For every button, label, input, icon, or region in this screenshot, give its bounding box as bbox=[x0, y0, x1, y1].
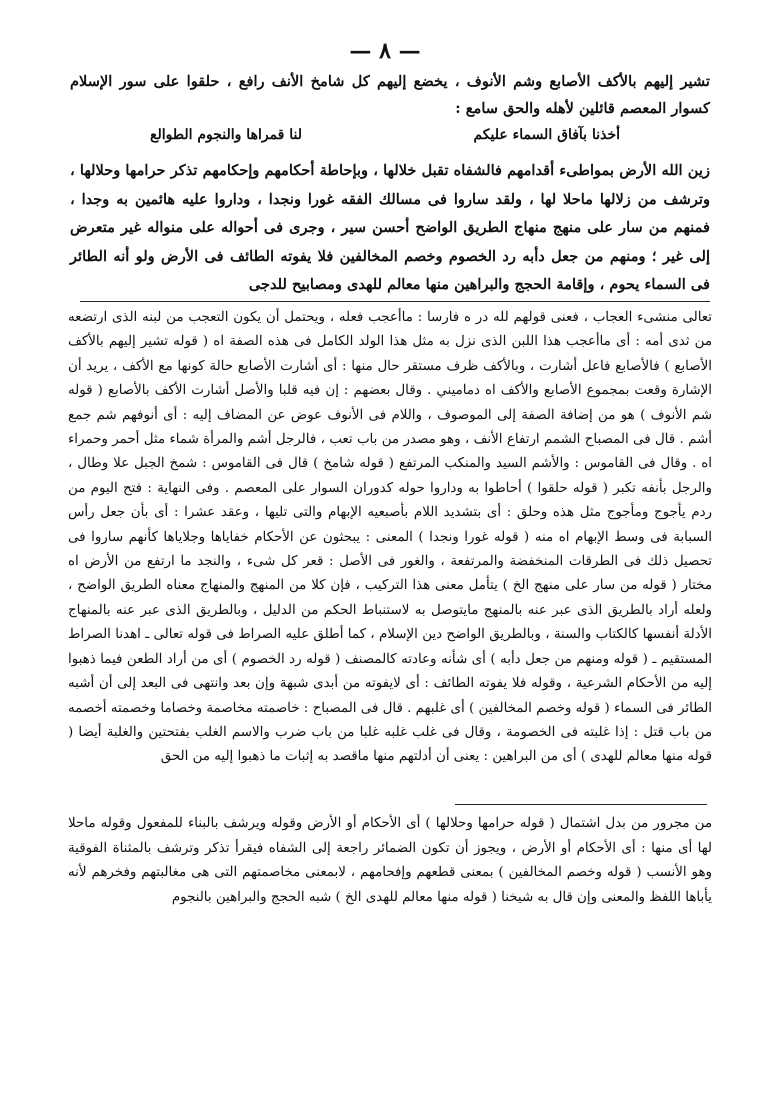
poetry-verse bbox=[150, 124, 620, 146]
main-text-top bbox=[70, 68, 710, 123]
separator-rule bbox=[80, 301, 710, 302]
footnote-text: من مجرور من بدل اشتمال ( قوله حرامها وحلالها ) أى الأحكام أو الأرض وقوله ويرشف بالبناء للمفعول وقوله ماحلا لها أى منها : أى الأحكام أو الأرض ، ويجوز أن تكون الضمائر راجعة إلى الشفاه فيقرأ تذكر وترشف بالمثناة الفوقية وهو الأنسب ( قوله وخصم المخالفين ) بمعنى قطعهم وإفحامهم ، لابمعنى مخاصمتهم التى هى مغالبتهم وفخرهم لأنه يأباها اللفظ والمعنى وإن قال به شيخنا ( قوله منها معالم للهدى الخ ) شبه الحجج والبراهين بالنجوم bbox=[68, 816, 712, 905]
commentary-section bbox=[68, 306, 712, 770]
verse-hemistich-left: لنا قمراها والنجوم الطوالع bbox=[150, 127, 302, 143]
main-text-body bbox=[70, 157, 710, 300]
verse-hemistich-right: أخذنا بآفاق السماء عليكم bbox=[473, 127, 620, 143]
page-number: — ٨ — bbox=[349, 38, 421, 64]
main-paragraph-2: زين الله الأرض بمواطىء أقدامهم فالشفاه تقبل خلالها ، وبإحاطة أحكامهم وإحكامهم تذكر حرامها وحلالها ، وترشف من زلالها ماحلا لها ، ولقد ساروا فى مسالك الفقه غورا ونجدا ، وداروا عليه هائمين به وجدا ، فمنهم من سار على منهج منهاج الطريق الواضح أحسن سير ، وجرى فى أحواله على منواله غير متعرض إلى غير ؛ ومنهم من جعل دأبه رد الخصوم وخصم المخالفين فلا يفوته الطائف فى الأرض ولو أنه الطائر فى السماء يحوم ، وإقامة الحجج والبراهين منها معالم للهدى ومصابيح للدجى bbox=[70, 162, 710, 294]
commentary-text: تعالى منشىء العجاب ، فعنى قولهم لله در ه فارسا : ماأعجب فعله ، ويحتمل أن يكون التعجب من لبنه الذى ارتضعه من ثدى أمه : أى ماأعجب هذا اللبن الذى نزل به مثل هذا الولد الكامل فى هذه الصفة اه ( قوله تشير إليهم بالأكف الأصابع ) فالأصابع فاعل أشارت ، وبالأكف ظرف مستقر حال منها : أى أشارت الأصابع حالة كونها مع الأكف ، يريد أن الإشارة وقعت بمجموع الأصابع والأكف اه دماميني . وقال بعضهم : إن فيه قلبا والأصل أشارت الأكف بالأصابع ( قوله شم الأنوف ) هو من إضافة الصفة إلى الموصوف ، واللام فى الأنوف عوض عن المضاف إليه : أى أنوفهم شم جمع أشم . قال فى المصباح الشمم ارتفاع الأنف ، وهو مصدر من باب تعب ، فالرجل أشم والمرأة شماء مثل أحمر وحمراء اه . وقال فى القاموس : والأشم السيد والمنكب المرتفع ( قوله شامخ ) قال فى القاموس : شمخ الجبل علا وطال ، والرجل بأنفه تكبر ( قوله حلقوا ) أحاطوا به وداروا حوله كدوران السوار على المعصم . وفى النهاية : فتح اليوم من ردم يأجوج ومأجوج مثل هذه وحلق : أى بتشديد اللام بأصبعيه الإبهام والتى تليها ، وعقد عشرا : أى بأن جعل رأس السبابة فى وسط الإبهام اه منه ( قوله غورا ونجدا ) المعنى : يبحثون عن الأحكام خفاياها وجلاياها كأنهم ساروا فى تحصيل ذلك فى الطرقات المنخفضة والمرتفعة ، والغور فى الأصل : قعر كل شىء ، والنجد ما ارتفع من الأرض اه مختار ( قوله من سار على منهج الخ ) يتأمل معنى هذا التركيب ، فإن كلا من المنهج والمنهاج معناه الطريق الواضح ، ولعله أراد بالطريق الذى عبر عنه بالمنهج مايتوصل به لاستنباط الحكم من الدليل ، وبالطريق الذى عبر عنه بالمنهاج الأدلة أنفسها كالكتاب والسنة ، وبالطريق الواضح دين الإسلام ، كما أطلق عليه الصراط فى قوله تعالى ـ اهدنا الصراط المستقيم ـ ( قوله ومنهم من جعل دأبه ) أى شأنه وعادته كالمصنف ( قوله رد الخصوم ) أى من أراد الطعن فيما ذهبوا إليه من الأحكام الشرعية ، وقوله فلا يفوته الطائف : أى لايفوته من أبدى شبهة وإن بعد وانتهى فى البعد إلى أن أشبه الطائر فى السماء ( قوله وخصم المخالفين ) أى غلبهم . قال فى المصباح : خاصمته مخاصمة وخصاما وخصمته أخصمه من باب قتل : إذا غلبته فى الخصومة ، وقال فى غلب غلبه غلبا من باب ضرب والاسم الغلب بفتحتين والغلبة أيضا ( قوله منها معالم للهدى ) أى من البراهين : يعنى أن أدلتهم منها ماقصد به إثبات ما ذهبوا إليه من الحق bbox=[68, 310, 712, 765]
footnote-rule bbox=[455, 804, 707, 805]
footnote-section bbox=[68, 812, 712, 910]
main-paragraph-1: تشير إليهم بالأكف الأصابع وشم الأنوف ، يخضع إليهم كل شامخ الأنف رافع ، حلقوا على سور الإسلام كسوار المعصم قائلين لأهله والحق سامع : bbox=[70, 73, 710, 118]
